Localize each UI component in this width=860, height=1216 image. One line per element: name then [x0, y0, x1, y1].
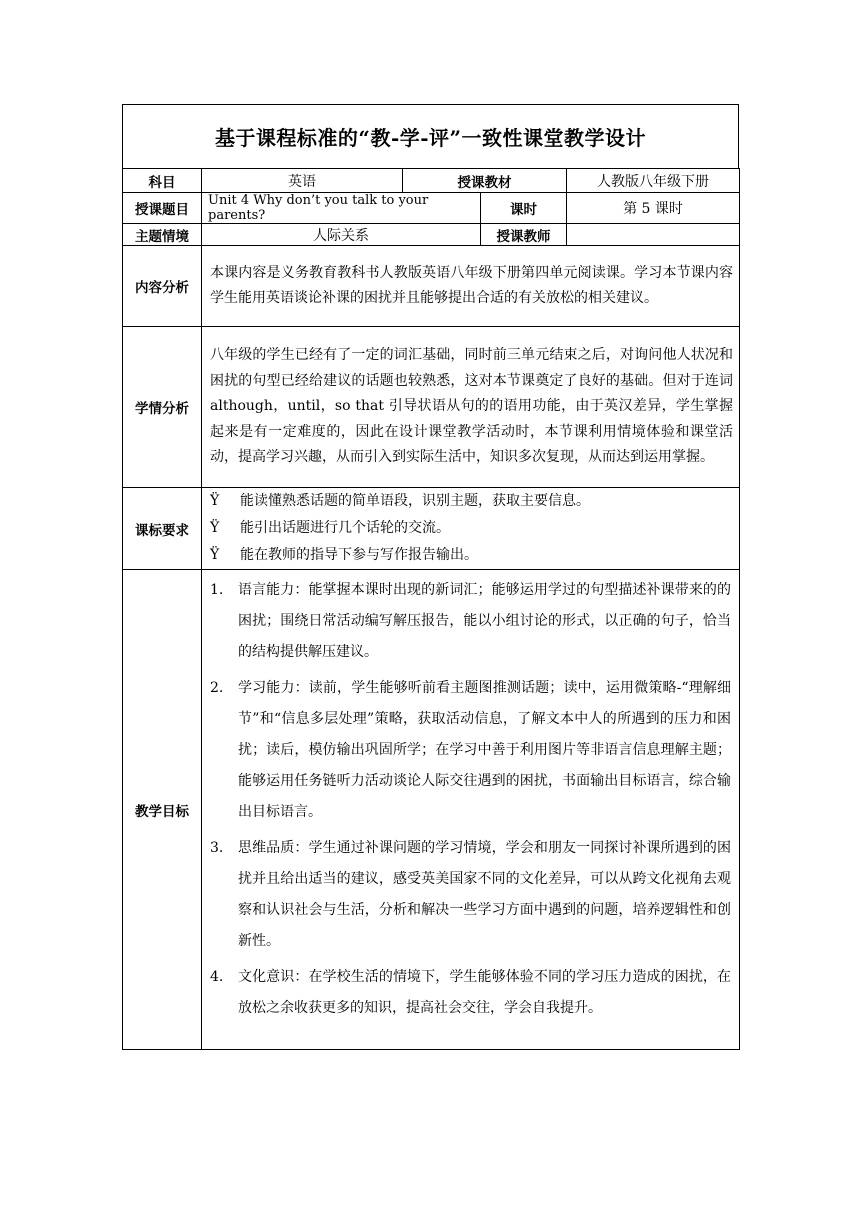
bullet-icon: Ÿ — [210, 547, 220, 563]
teacher-label: 授课教师 — [481, 224, 567, 246]
lesson-plan-table — [122, 168, 740, 1050]
bullet-icon: Ÿ — [210, 520, 220, 536]
page-title: 基于课程标准的“教-学-评”一致性课堂教学设计 — [122, 104, 739, 168]
row-learner-analysis — [123, 327, 740, 488]
requirement-text: 能读懂熟悉话题的简单语段，识别主题，获取主要信息。 — [240, 493, 590, 509]
standard-requirements-list — [202, 488, 740, 570]
list-item — [202, 957, 739, 1024]
row-theme — [123, 224, 740, 246]
list-item — [202, 668, 739, 828]
lesson-plan-sheet — [122, 104, 739, 1050]
list-item — [202, 515, 739, 542]
row-teaching-goals — [123, 570, 740, 1050]
list-item — [202, 828, 739, 957]
content-analysis-label: 内容分析 — [123, 246, 202, 327]
goal-text: 语言能力：能掌握本课时出现的新词汇；能够运用学过的句型描述补课带来的的困扰；围绕日常活动编写解压报告，能以小组讨论的形式，以正确的句子，恰当的结构提供解压建议。 — [238, 582, 731, 660]
period-label: 课时 — [481, 193, 567, 224]
bullet-icon: Ÿ — [210, 493, 220, 509]
teaching-goals-label: 教学目标 — [123, 570, 202, 1050]
period-value: 第 5 课时 — [567, 193, 740, 224]
teaching-goals-list — [202, 570, 740, 1050]
row-topic — [123, 193, 740, 224]
standard-requirements-label: 课标要求 — [123, 488, 202, 570]
subject-value: 英语 — [202, 169, 403, 193]
topic-label: 授课题目 — [123, 193, 202, 224]
content-analysis-text: 本课内容是义务教育教科书人教版英语八年级下册第四单元阅读课。学习本节课内容学生能用英语谈论补课的困扰并且能够提出合适的有关放松的相关建议。 — [202, 246, 740, 327]
goal-number: 4. — [210, 969, 224, 985]
row-standard-requirements — [123, 488, 740, 570]
topic-value: Unit 4 Why don’t you talk to your parents? — [202, 193, 481, 224]
goal-number: 1. — [210, 582, 224, 598]
subject-label: 科目 — [123, 169, 202, 193]
textbook-label: 授课教材 — [403, 169, 567, 193]
goal-text: 学习能力：读前，学生能够听前看主题图推测话题；读中，运用微策略-“理解细节”和“信息多层处理”策略，获取活动信息，了解文本中人的所遇到的压力和困扰；读后，模仿输出巩固所学；在学习中善于利用图片等非语言信息理解主题；能够运用任务链听力活动谈论人际交往遇到的困扰，书面输出目标语言，综合输出目标语言。 — [238, 680, 731, 820]
list-item — [202, 570, 739, 668]
theme-value: 人际关系 — [202, 224, 481, 246]
learner-analysis-text: 八年级的学生已经有了一定的词汇基础，同时前三单元结束之后，对询问他人状况和困扰的句型已经给建议的话题也较熟悉，这对本节课奠定了良好的基础。但对于连词 although，until，so that 引导状语从句的的语用功能，由于英汉差异，学生掌握起来是有一定难度的，因此在设计课堂教学活动时，本节课利用情境体验和课堂活动，提高学习兴趣，从而引入到实际生活中，知识多次复现，从而达到运用掌握。 — [202, 327, 740, 488]
learner-analysis-label: 学情分析 — [123, 327, 202, 488]
goal-number: 3. — [210, 840, 224, 856]
goal-number: 2. — [210, 680, 224, 696]
row-content-analysis — [123, 246, 740, 327]
goal-text: 思维品质：学生通过补课问题的学习情境，学会和朋友一同探讨补课所遇到的困扰并且给出适当的建议，感受英美国家不同的文化差异，可以从跨文化视角去观察和认识社会与生活，分析和解决一些学习方面中遇到的问题，培养逻辑性和创新性。 — [238, 840, 731, 949]
requirement-text: 能在教师的指导下参与写作报告输出。 — [240, 547, 478, 563]
list-item — [202, 488, 739, 515]
textbook-value: 人教版八年级下册 — [567, 169, 740, 193]
teacher-value — [567, 224, 740, 246]
row-subject — [123, 169, 740, 193]
list-item — [202, 542, 739, 569]
goal-text: 文化意识：在学校生活的情境下，学生能够体验不同的学习压力造成的困扰，在放松之余收获更多的知识，提高社会交往，学会自我提升。 — [238, 969, 731, 1016]
requirement-text: 能引出话题进行几个话轮的交流。 — [240, 520, 450, 536]
theme-label: 主题情境 — [123, 224, 202, 246]
